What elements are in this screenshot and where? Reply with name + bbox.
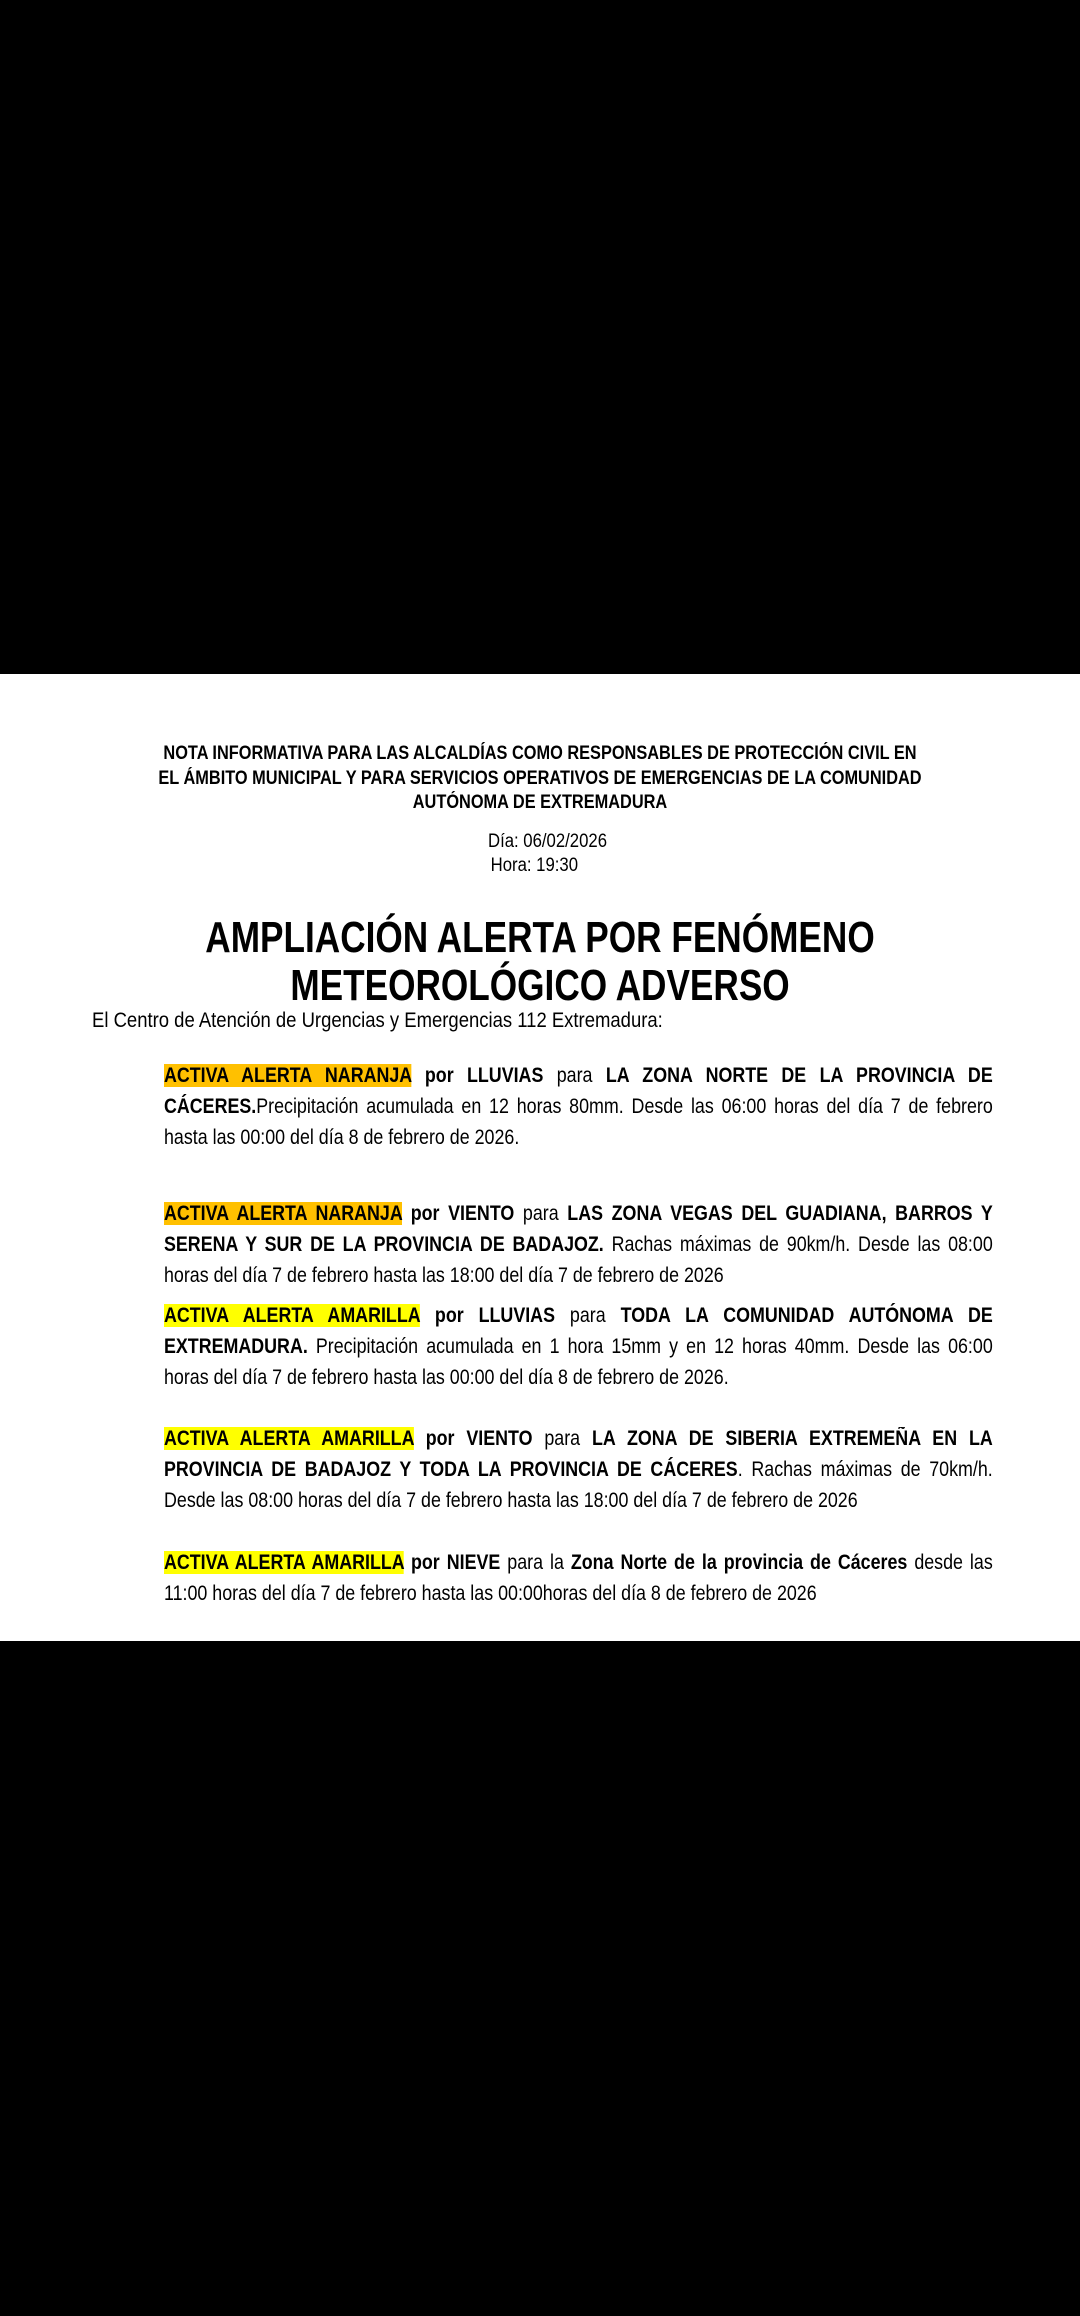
intro-text: El Centro de Atención de Urgencias y Emergencias 112 Extremadura: xyxy=(92,1009,663,1032)
alert-item xyxy=(164,1300,993,1393)
nota-informativa-heading xyxy=(0,742,1080,816)
nota-line: EL ÁMBITO MUNICIPAL Y PARA SERVICIOS OPERATIVOS DE EMERGENCIAS DE LA COMUNIDAD xyxy=(158,767,922,789)
title-line: METEOROLÓGICO ADVERSO xyxy=(290,961,790,1010)
time: Hora: 19:30 xyxy=(490,855,579,876)
alert-level: ACTIVA ALERTA AMARILLA xyxy=(164,1304,420,1327)
alert-phenomenon: LLUVIAS xyxy=(466,1064,544,1087)
alert-phenomenon: VIENTO xyxy=(448,1202,515,1225)
alert-zone: LAS ZONA VEGAS DEL GUADIANA, BARROS Y SERENA Y SUR DE LA PROVINCIA DE BADAJOZ. xyxy=(164,1202,993,1256)
alert-zone: LA ZONA NORTE DE LA PROVINCIA DE CÁCERES. xyxy=(164,1064,993,1118)
alert-item xyxy=(164,1423,993,1516)
alert-phenomenon: NIEVE xyxy=(446,1551,501,1574)
title-line: AMPLIACIÓN ALERTA POR FENÓMENO xyxy=(205,913,875,962)
alert-zone: LA ZONA DE SIBERIA EXTREMEÑA EN LA PROVINCIA DE BADAJOZ Y TODA LA PROVINCIA DE CÁCERES xyxy=(164,1427,993,1481)
alert-detail: Precipitación acumulada en 1 hora 15mm y en 12 horas 40mm. Desde las 06:00 horas del día 7 de febrero hasta las 00:00 del día 8 de febrero de 2026. xyxy=(164,1335,993,1389)
alert-level: ACTIVA ALERTA NARANJA xyxy=(164,1202,403,1225)
alert-zone: Zona Norte de la provincia de Cáceres xyxy=(570,1551,908,1574)
alert-detail: desde las 11:00 horas del día 7 de febrero hasta las 00:00horas del día 8 de febrero de 2026 xyxy=(164,1551,993,1605)
alert-zone: TODA LA COMUNIDAD AUTÓNOMA DE EXTREMADURA. xyxy=(164,1304,993,1358)
alert-detail: . Rachas máximas de 70km/h. Desde las 08:00 horas del día 7 de febrero hasta las 18:00 del día 7 de febrero de 2026 xyxy=(164,1458,993,1512)
alert-para: para xyxy=(543,1064,606,1087)
document-title xyxy=(0,914,1080,1010)
alert-phenomenon: LLUVIAS xyxy=(478,1304,555,1327)
alert-por: por xyxy=(402,1202,449,1225)
date-time xyxy=(488,830,607,878)
alert-por: por xyxy=(411,1064,467,1087)
nota-line: AUTÓNOMA DE EXTREMADURA xyxy=(412,792,668,813)
date: Día: 06/02/2026 xyxy=(488,831,607,852)
alert-por: por xyxy=(413,1427,467,1450)
alert-item xyxy=(164,1198,993,1291)
alert-phenomenon: VIENTO xyxy=(466,1427,533,1450)
alert-para: para xyxy=(514,1202,568,1225)
alert-item xyxy=(164,1060,993,1153)
alert-para: para la xyxy=(500,1551,571,1574)
alert-para: para xyxy=(532,1427,592,1450)
alert-por: por xyxy=(419,1304,479,1327)
document-page xyxy=(0,674,1080,1641)
alert-para: para xyxy=(554,1304,621,1327)
alert-level: ACTIVA ALERTA AMARILLA xyxy=(164,1427,414,1450)
nota-line: NOTA INFORMATIVA PARA LAS ALCALDÍAS COMO RESPONSABLES DE PROTECCIÓN CIVIL EN xyxy=(163,743,917,764)
alert-detail: Precipitación acumulada en 12 horas 80mm. Desde las 06:00 horas del día 7 de febrero hasta las 00:00 del día 8 de febrero de 2026. xyxy=(164,1095,993,1149)
alert-item xyxy=(164,1547,993,1609)
alert-detail: Rachas máximas de 90km/h. Desde las 08:00 horas del día 7 de febrero hasta las 18:00 del día 7 de febrero de 2026 xyxy=(164,1233,993,1287)
alert-level: ACTIVA ALERTA AMARILLA xyxy=(164,1551,405,1574)
alert-por: por xyxy=(404,1551,447,1574)
alert-level: ACTIVA ALERTA NARANJA xyxy=(164,1064,412,1087)
